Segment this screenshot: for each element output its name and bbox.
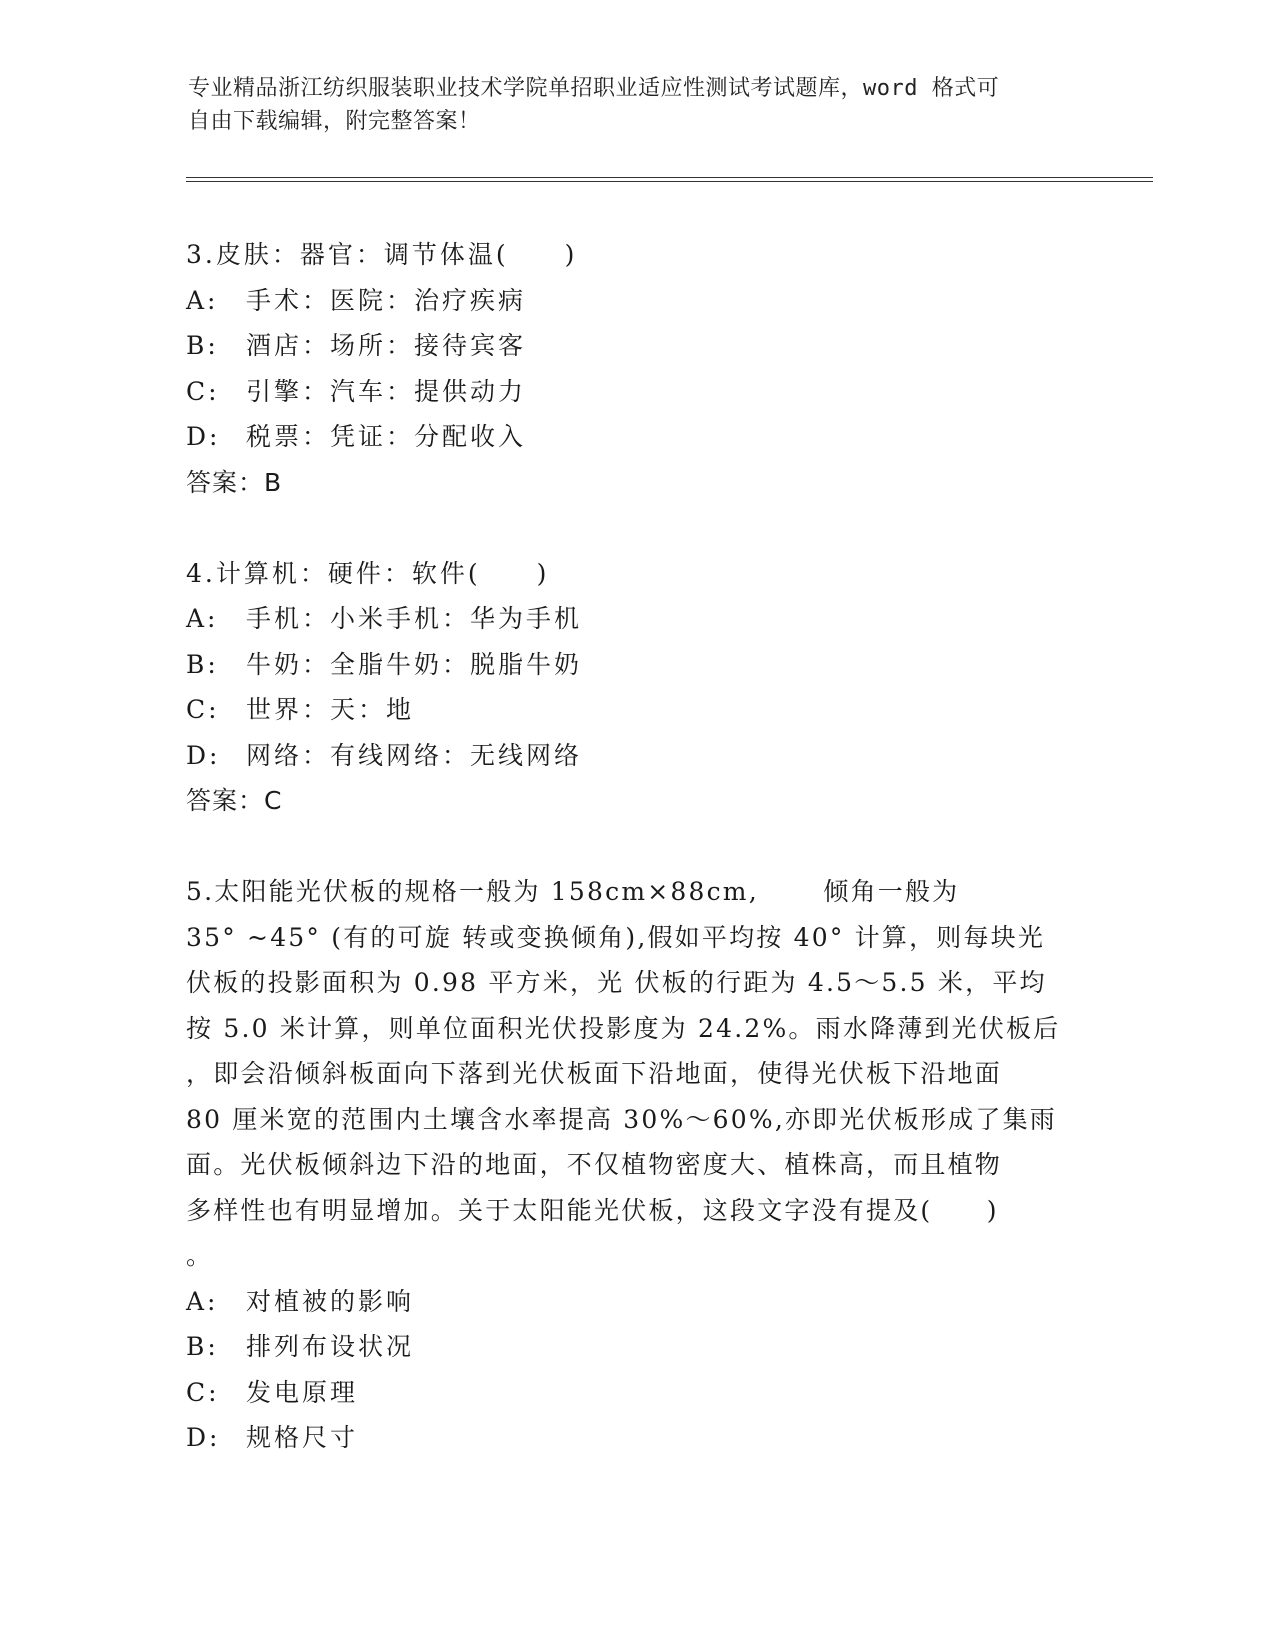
answer-line: 答案：C (186, 786, 283, 815)
question-stem-line: ，即会沿倾斜板面向下落到光伏板面下沿地面，使得光伏板下沿地面 (186, 1059, 1003, 1088)
question-stem-line: 伏板的投影面积为 0.98 平方米，光 伏板的行距为 4.5～5.5 米，平均 (186, 968, 1047, 997)
question-5 (186, 869, 1086, 1461)
option-key: C: (186, 1377, 220, 1407)
option-text: 网络：有线网络：无线网络 (246, 740, 583, 770)
option-text: 对植被的影响 (246, 1286, 415, 1316)
option-text: 规格尺寸 (246, 1423, 359, 1452)
question-stem-line: 按 5.0 米计算，则单位面积光伏投影度为 24.2%。雨水降薄到光伏板后 (186, 1013, 1061, 1043)
question-list (186, 232, 1086, 1461)
header-divider (186, 177, 1153, 182)
option-text: 手术：医院：治疗疾病 (246, 285, 527, 315)
option-text: 世界：天：地 (246, 695, 415, 724)
answer-line: 答案：B (186, 467, 283, 497)
question-stem-line: 35° ~45° (有的可旋 转或变换倾角),假如平均按 40° 计算，则每块光 (186, 922, 1046, 952)
option-text: 税票：凭证：分配收入 (246, 422, 527, 451)
question-stem: 4.计算机：硬件：软件( ) (186, 558, 550, 588)
option-a (186, 278, 1086, 324)
option-b (186, 1324, 1086, 1370)
question-4 (186, 551, 1086, 824)
question-3 (186, 232, 1086, 505)
document-header (188, 72, 1068, 138)
question-stem-line: 5.太阳能光伏板的规格一般为 158cm×88cm, 倾角一般为 (186, 877, 960, 906)
header-line-1: 专业精品浙江纺织服装职业技术学院单招职业适应性测试考试题库，word 格式可 (188, 76, 1000, 101)
option-c (186, 369, 1086, 415)
option-text: 排列布设状况 (246, 1332, 415, 1361)
option-key: A: (186, 604, 219, 633)
question-stem-line: 。 (186, 1241, 214, 1270)
option-key: D: (186, 1423, 221, 1452)
option-d (186, 1415, 1086, 1461)
option-key: C: (186, 376, 220, 406)
option-key: B: (186, 331, 219, 360)
option-d (186, 414, 1086, 460)
option-text: 引擎：汽车：提供动力 (246, 376, 527, 406)
option-a (186, 1279, 1086, 1325)
option-key: A: (186, 285, 219, 315)
option-b (186, 642, 1086, 688)
spacer (186, 505, 1086, 551)
question-stem-line: 面。光伏板倾斜边下沿的地面，不仅植物密度大、植株高，而且植物 (186, 1150, 1003, 1179)
question-stem: 3.皮肤：器官：调节体温( ) (186, 240, 578, 269)
option-key: A: (186, 1286, 219, 1316)
option-text: 手机：小米手机：华为手机 (246, 604, 583, 633)
header-line-2: 自由下载编辑，附完整答案！ (188, 109, 481, 134)
option-key: B: (186, 1332, 219, 1361)
option-d (186, 733, 1086, 779)
option-key: C: (186, 695, 220, 724)
option-b (186, 323, 1086, 369)
option-key: D: (186, 422, 221, 451)
option-key: B: (186, 649, 219, 679)
option-text: 发电原理 (246, 1377, 359, 1407)
option-c (186, 687, 1086, 733)
option-text: 酒店：场所：接待宾客 (246, 331, 527, 360)
option-c (186, 1370, 1086, 1416)
option-text: 牛奶：全脂牛奶：脱脂牛奶 (246, 649, 583, 679)
question-stem-line: 80 厘米宽的范围内土壤含水率提高 30%～60%,亦即光伏板形成了集雨 (186, 1104, 1057, 1134)
question-stem-line: 多样性也有明显增加。关于太阳能光伏板，这段文字没有提及( ) (186, 1195, 999, 1225)
spacer (186, 824, 1086, 870)
option-a (186, 596, 1086, 642)
option-key: D: (186, 740, 221, 770)
